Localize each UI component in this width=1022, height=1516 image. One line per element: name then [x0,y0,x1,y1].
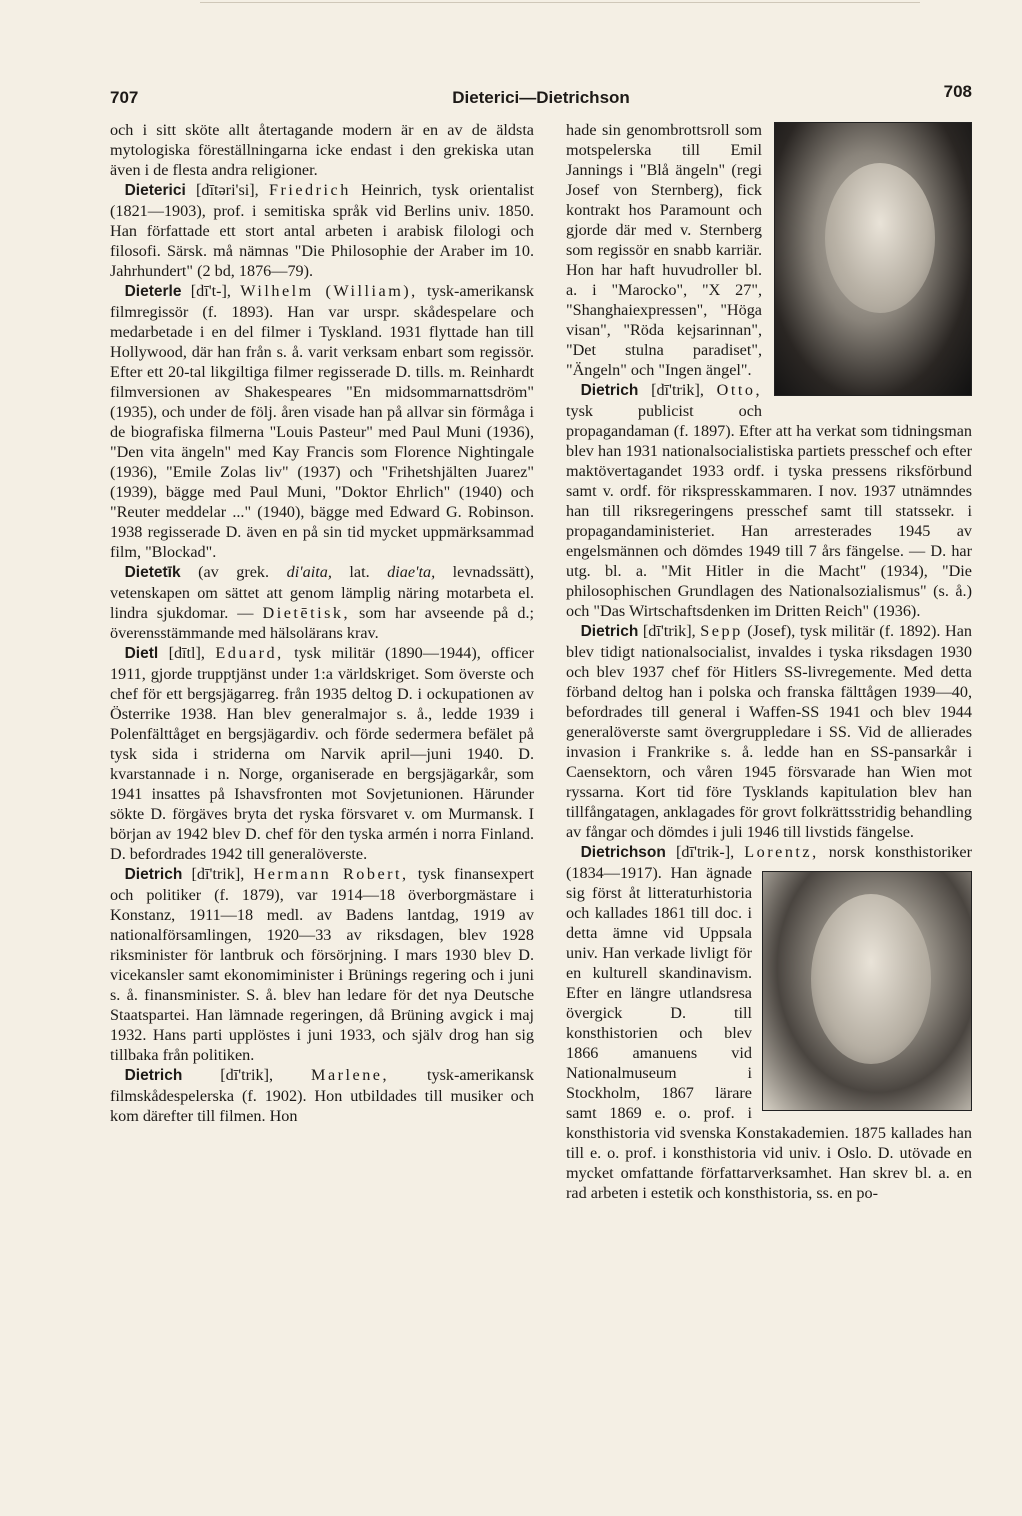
continuation-paragraph: och i sitt sköte allt återtagande modern är en av de äldsta mytologiska föreställningarna icke endast i den grekiska utan även i de flesta andra religioner. [110,121,534,179]
entry-text: tysk-amerikansk filmskådespelerska (f. 1902). Hon utbildades till musiker och kom därefter till filmen. Hon [110,1066,534,1125]
headword: Dietrich [124,866,183,883]
portrait-face [825,163,935,313]
derived-word: Dietētisk, [262,604,351,622]
forename: Hermann Robert, [253,865,409,883]
headword: Dietrich [124,1067,183,1084]
forename: Eduard, [215,644,284,662]
entry-dietrich-otto [566,380,972,621]
forename: Wilhelm (William), [240,282,418,300]
entry-dieterle [110,281,534,562]
page-number-left: 707 [110,88,139,107]
page-header [110,82,972,112]
entry-dietrich-sepp [566,621,972,842]
headword: Dietrichson [580,844,666,861]
headword: Dietrich [580,623,639,640]
pronunciation: [dītəri'si], [185,181,269,199]
left-column [110,120,534,1126]
pronunciation: [dī'trik], [638,381,717,399]
running-head: Dieterici—Dietrichson [452,88,630,107]
entry-text: norsk konsthistoriker (1834—1917). Han ägnade sig först åt litteraturhistoria och kallades 1861 till doc. i detta ämne vid Uppsala univ. Han verkade livligt för en kulturell skandinavism. Efter en längre utlandsresa övergick D. till konsthistorien och blev 1866 amanuens vid Nationalmuseum i Stockholm, 1867 lärare samt 1869 e. o. prof. i konsthistoria vid svenska Konstakademien. 1875 kallades han till e. o. prof. i konsthistoria vid univ. i Oslo. D. utövade en mycket omfattande författarverksamhet. Han skrev bl. a. en rad arbeten i estetik och konsthistoria, ss. en po- [566,843,972,1202]
entry-text: tysk finansexpert och politiker (f. 1879), var 1914—18 överborgmästare i Konstanz, 1911—18 medl. av Badens lantdag, 1919 av nationalförsamlingen, 1920—33 av riksdagen, blev 1928 riksminister för lantbruk och försörjning. I mars 1930 blev D. vicekansler samt ekonomiminister i Brünings regering och i juni s. å. finansminister. S. å. blev han ledare för det nya Deutsche Staatspartei. Han lämnade regeringen, då Brüning avgick i maj 1932. Hans parti upplöstes i juni 1933, och själv drog han sig tillbaka från politiken. [110,865,534,1064]
entry-dietetik [110,562,534,643]
pronunciation: [dī'trik-], [665,843,745,861]
entry-dietrich-hermann [110,864,534,1065]
greek-term: di'aita, [286,563,332,581]
portrait-photo-marlene-dietrich [774,122,972,396]
right-column [566,120,972,1203]
pronunciation: [dītl], [158,644,216,662]
portrait-face [811,894,931,1064]
entry-dietl [110,643,534,864]
forename: Sepp [700,622,743,640]
pronunciation: [dī'trik], [182,1066,312,1084]
headword: Dietl [124,645,159,662]
forename: Marlene, [311,1066,390,1084]
headword: Dieterle [124,283,182,300]
entry-dieterici [110,180,534,281]
latin-term: diae'ta, [387,563,436,581]
pronunciation: [dī'trik], [638,622,701,640]
entry-text: lat. [331,563,388,581]
entry-text: (av grek. [180,563,287,581]
entry-text: tysk publicist och propagandaman (f. 1897). Efter att ha verkat som tidningsman blev han 1931 nationalsocialistiska partiets presschef och efter maktövertagandet 1933 ordf. i tyska pressens riksförbund samt v. ordf. för rikspresskammaren. I nov. 1937 utnämndes han till riksregeringens presschef samt till statssekr. i propagandaministeriet. Han arresterades 1945 av engelsmännen och dömdes 1949 till 7 års fängelse. — D. har utg. bl. a. "Mit Hitler in die Macht" (1934), "Die philosophischen Grundlagen des Nationalsozialismus" (s. å.) och "Das Wirtschaftsdenken im Dritten Reich" (1936). [566,402,972,620]
portrait-photo-lorentz-dietrichson [762,871,972,1111]
pronunciation: [dī'trik], [182,865,254,883]
entry-dietrich-marlene [110,1065,534,1126]
forename: Lorentz, [744,843,819,861]
continuation-paragraph: hade sin genombrottsroll som motspelerska till Emil Jannings i "Blå ängeln" (regi Josef von Sternberg), fick kontrakt hos Paramount och gjorde där med v. Sternberg som regissör en snabb karriär. Hon har haft huvudroller bl. a. i "Marocko", "X 27", "Shanghaiexpressen", "Höga visan", "Röda kejsarinnan", "Det stulna paradiset", "Ängeln" och "Ingen ängel". [566,121,762,379]
entry-text: tysk militär (1890—1944), officer 1911, gjorde trupptjänst under 1:a världskriget. Som överste och chef för ett bergsjägarreg. från 1935 deltog D. i ockupationen av Österrike 1938. Han blev generalmajor s. å., ledde 1939 i Polenfälttåget en bergsjägardiv. och förde sedermera befälet på tysk sida i striderna om Narvik april—juni 1940. D. kvarstannade i n. Norge, organiserade en bergsjägarkår, som 1941 insattes på Ishavsfronten mot Sovjetunionen. Härunder sökte D. förgäves bryta det ryska försvaret v. om Murmansk. I början av 1942 blev D. chef för den tyska armén i norra Finland. D. befordrades 1942 till generalöverste. [110,644,534,863]
entry-text: som har avseende på d.; överensstämmande med hälsolärans krav. [110,604,535,642]
entry-text: Heinrich, tysk orientalist (1821—1903), prof. i semitiska språk vid Berlins univ. 1850. Han författade ett stort antal arbeten i arabisk filologi och filosofi. Särsk. må nämnas "Die Philosophie der Araber im 10. Jahrhundert" (2 bd, 1876—79). [110,181,535,280]
headword: Dietrich [580,382,639,399]
entry-text: levnadssätt), vetenskapen om sättet att genom lämplig näring motarbeta el. lindra sjukdomar. — [110,563,534,622]
headword: Dietetīk [124,564,181,581]
forename: Friedrich [268,181,351,199]
headword: Dieterici [124,182,186,199]
forename: Otto, [716,381,762,399]
entry-text: tysk-amerikansk filmregissör (f. 1893). Han var urspr. skådespelare och medarbetade i en del filmer i Tyskland. 1931 flyttade han till Hollywood, där han från s. å. varit verksam enbart som regissör. Efter ett 20-tal likgiltiga filmer regisserade D. tills. m. Reinhardt filmversionen av Shakespeares "En midsommarnattsdröm" (1935), och under de följ. åren visade han på allvar sin förmåga i de biografiska filmerna "Louis Pasteur" med Paul Muni (1936), "Den vita ängeln" med Kay Francis som Florence Nightingale (1936), "Emile Zolas liv" (1937) och "Frihetshjälten Juarez" (1939), bägge med Paul Muni, "Doktor Ehrlich" (1940) och "Reuter meddelar ..." (1940), bägge med Edward G. Robinson. 1938 regisserade D. även en på sin tid mycket uppmärksammad film, "Blockad". [110,282,534,561]
top-rule [200,2,920,3]
pronunciation: [dī't-], [181,282,241,300]
page-number-right: 708 [943,82,972,101]
entry-text: (Josef), tysk militär (f. 1892). Han blev tidigt nationalsocialist, invaldes i tyska riksdagen 1930 och blev 1937 chef för Hitlers SS-livregemente. Med detta förband deltog han i polska och franska fälttågen 1939—40, befordrades till general i Waffen-SS 1941 och blev 1944 generalöverste samt övergruppledare i SS. Vid de allierades invasion i Frankrike s. å. ledde han en SS-pansarkår i Caensektorn, och våren 1945 försvarade han Wien mot ryssarna. Kort tid före Tysklands kapitulation blev han tillfångatagen, anklagades för grovt folkrättsstridig behandling av fångar och dömdes i juli 1946 till livstids fängelse. [566,622,972,841]
entry-dietrichson [566,842,972,1203]
